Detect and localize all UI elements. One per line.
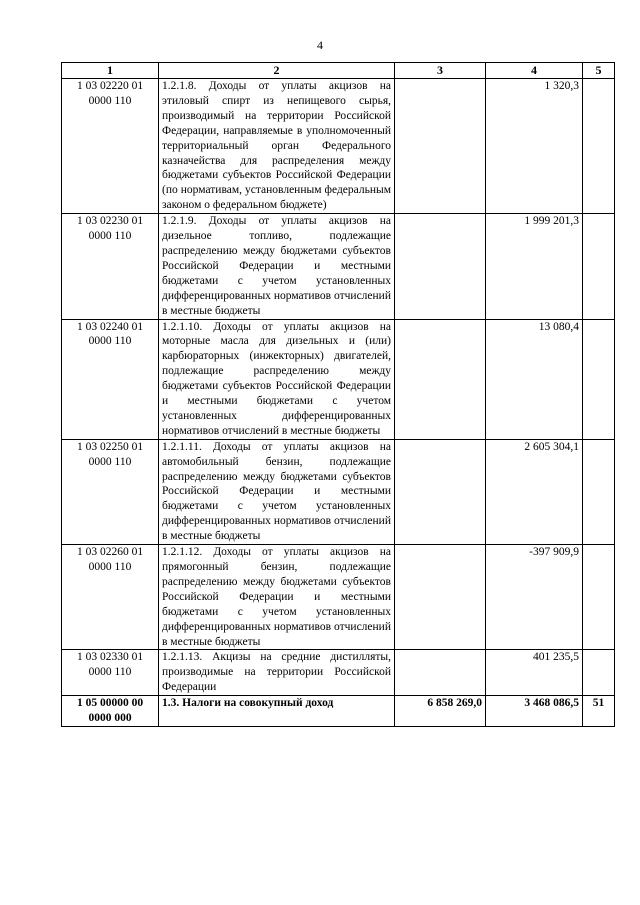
budget-code-cell: 1 03 02330 01 0000 110: [62, 650, 159, 696]
percent-col5-cell: [583, 439, 615, 544]
amount-col4-cell: -397 909,9: [486, 545, 583, 650]
description-cell: 1.2.1.8. Доходы от уплаты акцизов на этиловый спирт из непищевого сырья, производимый на территории Российской Федерации, направляемые в уполномоченный территориальный орган Федерального казначейства для распределения между бюджетами субъектов Российской Федерации (по нормативам, установленным федеральным законом о федеральном бюджете): [159, 79, 395, 214]
column-header-3: 3: [395, 63, 486, 79]
table-row: [62, 439, 615, 544]
amount-col4-cell: 13 080,4: [486, 319, 583, 439]
percent-col5-cell: [583, 79, 615, 214]
percent-col5-cell: 51: [583, 696, 615, 727]
description-cell: 1.3. Налоги на совокупный доход: [159, 696, 395, 727]
amount-col3-cell: [395, 214, 486, 319]
amount-col3-cell: [395, 439, 486, 544]
budget-code-cell: 1 03 02250 01 0000 110: [62, 439, 159, 544]
percent-col5-cell: [583, 545, 615, 650]
column-header-4: 4: [486, 63, 583, 79]
table-header-row: [62, 63, 615, 79]
amount-col4-cell: 1 320,3: [486, 79, 583, 214]
amount-col3-cell: [395, 545, 486, 650]
budget-code-cell: 1 05 00000 00 0000 000: [62, 696, 159, 727]
column-header-1: 1: [62, 63, 159, 79]
percent-col5-cell: [583, 214, 615, 319]
description-cell: 1.2.1.13. Акцизы на средние дистилляты, производимые на территории Российской Федерации: [159, 650, 395, 696]
table-row: [62, 214, 615, 319]
amount-col4-cell: 401 235,5: [486, 650, 583, 696]
column-header-2: 2: [159, 63, 395, 79]
budget-code-cell: 1 03 02230 01 0000 110: [62, 214, 159, 319]
budget-code-cell: 1 03 02240 01 0000 110: [62, 319, 159, 439]
amount-col3-cell: [395, 79, 486, 214]
description-cell: 1.2.1.11. Доходы от уплаты акцизов на автомобильный бензин, подлежащие распределению между бюджетами субъектов Российской Федерации и местными бюджетами с учетом установленных дифференцированных нормативов отчислений в местные бюджеты: [159, 439, 395, 544]
table-row: [62, 79, 615, 214]
total-row: [62, 696, 615, 727]
amount-col3-cell: [395, 319, 486, 439]
amount-col4-cell: 3 468 086,5: [486, 696, 583, 727]
description-cell: 1.2.1.9. Доходы от уплаты акцизов на дизельное топливо, подлежащие распределению между бюджетами субъектов Российской Федерации и местными бюджетами с учетом установленных дифференцированных нормативов отчислений в местные бюджеты: [159, 214, 395, 319]
table-row: [62, 319, 615, 439]
budget-code-cell: 1 03 02220 01 0000 110: [62, 79, 159, 214]
percent-col5-cell: [583, 650, 615, 696]
amount-col4-cell: 2 605 304,1: [486, 439, 583, 544]
amount-col4-cell: 1 999 201,3: [486, 214, 583, 319]
budget-revenue-table: [61, 62, 615, 727]
column-header-5: 5: [583, 63, 615, 79]
table-row: [62, 650, 615, 696]
description-cell: 1.2.1.10. Доходы от уплаты акцизов на моторные масла для дизельных и (или) карбюраторных (инжекторных) двигателей, подлежащие распределению между бюджетами субъектов Российской Федерации и местными бюджетами с учетом установленных дифференцированных нормативов отчислений в местные бюджеты: [159, 319, 395, 439]
table-row: [62, 545, 615, 650]
budget-code-cell: 1 03 02260 01 0000 110: [62, 545, 159, 650]
description-cell: 1.2.1.12. Доходы от уплаты акцизов на прямогонный бензин, подлежащие распределению между бюджетами субъектов Российской Федерации и местными бюджетами с учетом установленных дифференцированных нормативов отчислений в местные бюджеты: [159, 545, 395, 650]
amount-col3-cell: [395, 650, 486, 696]
page-number: 4: [317, 38, 323, 52]
amount-col3-cell: 6 858 269,0: [395, 696, 486, 727]
percent-col5-cell: [583, 319, 615, 439]
